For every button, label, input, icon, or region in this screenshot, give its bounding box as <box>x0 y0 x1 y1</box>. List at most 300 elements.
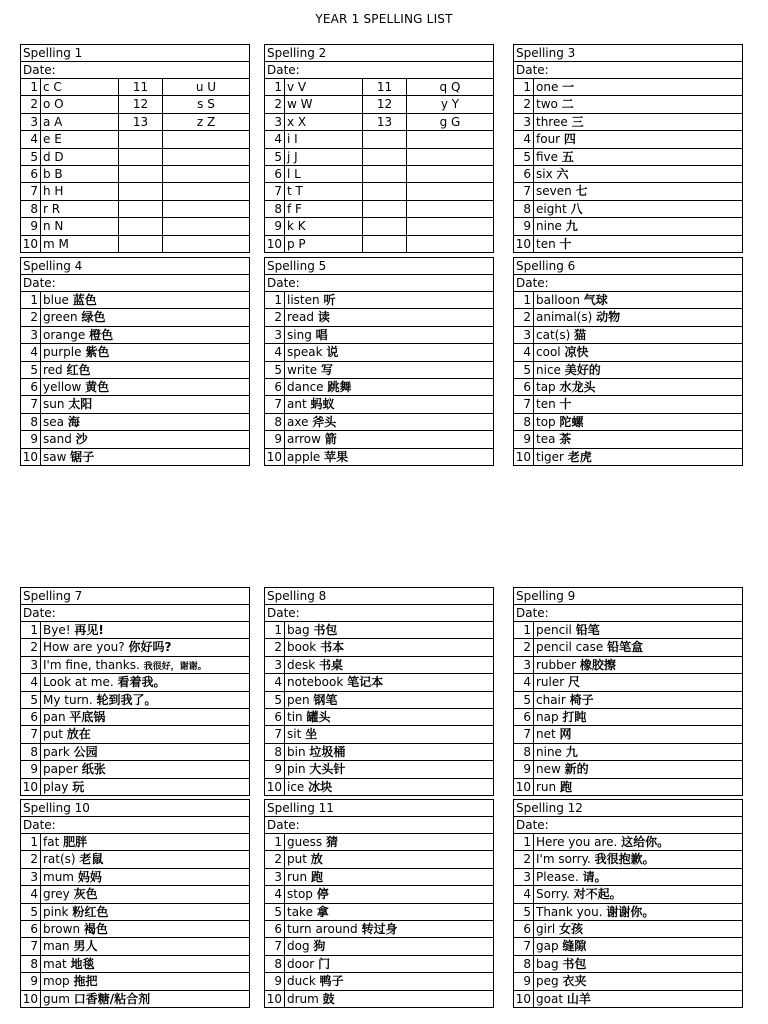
list-item <box>514 921 742 938</box>
list-item <box>265 886 493 903</box>
word-entry <box>285 956 493 972</box>
list-title: Spelling 1 <box>21 45 249 62</box>
word-entry <box>534 327 742 343</box>
item-number: 9 <box>514 761 534 777</box>
letter-cell: w W <box>285 96 363 112</box>
list-item <box>514 309 742 326</box>
list-item <box>21 96 249 113</box>
word-entry <box>285 431 493 447</box>
list-item <box>21 114 249 131</box>
english-word: run <box>287 869 311 884</box>
chinese-word: 轮到我了。 <box>96 692 157 707</box>
list-item <box>265 622 493 639</box>
list-item <box>21 726 249 743</box>
item-number: 5 <box>514 692 534 708</box>
letter-cell <box>407 149 493 165</box>
english-word: play <box>43 779 73 794</box>
english-word: yellow <box>43 379 86 394</box>
word-entry <box>41 657 249 673</box>
list-item <box>21 236 249 252</box>
chinese-word: 我很抱歉。 <box>594 852 655 867</box>
word-entry <box>285 309 493 325</box>
english-word: pen <box>287 692 314 707</box>
item-number: 1 <box>514 834 534 850</box>
letter-cell <box>363 236 407 252</box>
chinese-word: 坐 <box>305 727 318 742</box>
chinese-word: 公园 <box>73 744 98 759</box>
english-word: tea <box>536 432 560 447</box>
item-number: 10 <box>265 779 285 795</box>
item-number: 5 <box>21 149 41 165</box>
english-word: turn around <box>287 921 362 936</box>
letter-cell: m M <box>41 236 119 252</box>
date-label: Date: <box>265 605 493 622</box>
word-entry <box>285 639 493 655</box>
word-entry <box>41 744 249 760</box>
chinese-word: 衣夹 <box>562 974 587 989</box>
english-word: tap <box>536 379 560 394</box>
english-word: chair <box>536 692 570 707</box>
word-entry <box>534 973 742 989</box>
chinese-word: 钢笔 <box>313 692 338 707</box>
chinese-word: 转过身 <box>361 921 398 936</box>
letter-cell <box>363 166 407 182</box>
letter-cell: z Z <box>196 114 216 129</box>
item-number: 9 <box>514 973 534 989</box>
english-word: Look at me. <box>43 675 118 690</box>
word-entry <box>41 938 249 954</box>
word-entry <box>285 692 493 708</box>
list-item <box>514 327 742 344</box>
english-word: put <box>43 727 67 742</box>
item-number: 2 <box>265 851 285 867</box>
letter-cell: k K <box>285 218 363 234</box>
word-entry <box>41 396 249 412</box>
date-label: Date: <box>21 62 249 79</box>
word-entry <box>534 183 742 199</box>
item-number: 5 <box>21 904 41 920</box>
item-number: 2 <box>265 639 285 655</box>
english-word: nine <box>536 219 566 234</box>
letter-cell: j J <box>285 149 363 165</box>
letter-cell: v V <box>285 79 363 95</box>
english-word: Thank you. <box>536 904 607 919</box>
item-number: 1 <box>514 622 534 638</box>
list-item <box>265 201 493 218</box>
chinese-word: 我很好，谢谢。 <box>143 661 207 672</box>
letter-cell: 12 <box>363 96 407 112</box>
english-word: sea <box>43 414 68 429</box>
item-number: 8 <box>21 744 41 760</box>
item-number: 9 <box>21 218 41 234</box>
date-label: Date: <box>265 817 493 834</box>
english-word: Bye! <box>43 623 75 637</box>
english-word: Sorry. <box>536 887 574 902</box>
word-entry <box>41 726 249 742</box>
list-item <box>265 921 493 938</box>
english-word: desk <box>287 657 320 672</box>
item-number: 4 <box>265 674 285 690</box>
date-label: Date: <box>514 62 742 79</box>
item-number: 2 <box>265 96 285 112</box>
item-number: 6 <box>21 166 41 182</box>
english-word: write <box>287 362 321 377</box>
chinese-word: 六 <box>556 166 569 181</box>
list-item <box>265 709 493 726</box>
chinese-word: 粉红色 <box>72 904 109 919</box>
list-item <box>514 431 742 448</box>
letter-cell: f F <box>285 201 363 217</box>
letter-cell <box>119 218 163 234</box>
word-entry <box>285 449 493 465</box>
item-number: 10 <box>21 236 41 252</box>
word-entry <box>534 938 742 954</box>
item-number: 6 <box>514 166 534 182</box>
word-entry <box>534 991 742 1007</box>
letter-cell: i I <box>285 131 363 147</box>
list-item <box>21 344 249 361</box>
word-entry <box>534 431 742 447</box>
list-item <box>265 973 493 990</box>
spelling-list-3 <box>513 44 743 253</box>
english-word: sing <box>287 327 316 342</box>
letter-cell <box>163 183 249 199</box>
item-number: 10 <box>514 991 534 1007</box>
chinese-word: 再见! <box>74 623 104 637</box>
word-entry <box>41 674 249 690</box>
word-entry <box>41 869 249 885</box>
item-number: 10 <box>265 449 285 465</box>
chinese-word: 陀螺 <box>559 414 584 429</box>
item-number: 1 <box>265 834 285 850</box>
english-word: bin <box>287 744 310 759</box>
chinese-word: 放 <box>310 852 323 867</box>
chinese-word: 门 <box>318 956 331 971</box>
item-number: 4 <box>514 131 534 147</box>
chinese-word: 打盹 <box>562 709 587 724</box>
word-entry <box>534 622 742 638</box>
item-number: 1 <box>265 292 285 308</box>
english-word: four <box>536 132 564 147</box>
item-number: 3 <box>514 327 534 343</box>
english-word: new <box>536 762 565 777</box>
word-entry <box>41 362 249 378</box>
word-entry <box>41 327 249 343</box>
item-number: 8 <box>21 201 41 217</box>
letter-cell: p P <box>285 236 363 252</box>
chinese-word: 拖把 <box>73 974 98 989</box>
english-word: drum <box>287 991 323 1006</box>
date-label: Date: <box>21 275 249 292</box>
english-word: axe <box>287 414 313 429</box>
chinese-word: 十 <box>559 236 572 251</box>
item-number: 8 <box>265 201 285 217</box>
word-entry <box>285 869 493 885</box>
english-word: sun <box>43 397 69 412</box>
english-word: paper <box>43 762 82 777</box>
word-entry <box>285 344 493 360</box>
chinese-word: 海 <box>67 414 80 429</box>
english-word: two <box>536 97 562 112</box>
list-title: Spelling 5 <box>265 258 493 275</box>
letter-cell: 11 <box>119 79 163 95</box>
date-label: Date: <box>514 817 742 834</box>
letter-cell <box>363 183 407 199</box>
chinese-word: 缝隙 <box>562 939 587 954</box>
word-entry <box>285 779 493 795</box>
item-number: 3 <box>21 114 41 130</box>
item-number: 3 <box>21 657 41 673</box>
letter-cell <box>163 166 249 182</box>
english-word: ruler <box>536 675 569 690</box>
english-word: one <box>536 80 563 94</box>
chinese-word: 苹果 <box>324 449 349 464</box>
word-entry <box>285 973 493 989</box>
chinese-word: 垃圾桶 <box>309 744 346 759</box>
list-item <box>21 79 249 96</box>
letter-cell <box>119 131 163 147</box>
item-number: 7 <box>514 183 534 199</box>
letter-cell: t T <box>285 183 363 199</box>
list-item <box>514 639 742 656</box>
list-item <box>265 149 493 166</box>
chinese-word: 绿色 <box>81 310 106 325</box>
list-item <box>265 869 493 886</box>
chinese-word: 肥胖 <box>63 835 88 849</box>
item-number: 6 <box>514 709 534 725</box>
word-entry <box>285 327 493 343</box>
word-entry <box>534 396 742 412</box>
item-number: 8 <box>514 744 534 760</box>
chinese-word: 四 <box>563 132 576 147</box>
letter-cell: n N <box>41 218 119 234</box>
letter-cell: 11 <box>363 79 407 95</box>
list-item <box>21 956 249 973</box>
item-number: 5 <box>514 904 534 920</box>
word-entry <box>534 761 742 777</box>
item-number: 10 <box>514 779 534 795</box>
item-number: 10 <box>265 236 285 252</box>
item-number: 8 <box>514 956 534 972</box>
letter-cell: 12 <box>119 96 163 112</box>
list-item <box>265 96 493 113</box>
word-entry <box>285 904 493 920</box>
english-word: rat(s) <box>43 852 80 867</box>
item-number: 1 <box>21 292 41 308</box>
english-word: door <box>287 956 319 971</box>
english-word: nap <box>536 709 563 724</box>
word-entry <box>41 851 249 867</box>
list-item <box>265 327 493 344</box>
word-entry <box>534 309 742 325</box>
english-word: peg <box>536 974 563 989</box>
chinese-word: 唱 <box>315 327 328 342</box>
word-entry <box>41 991 249 1007</box>
list-item <box>265 166 493 183</box>
letter-cell: u U <box>195 80 217 94</box>
list-item <box>514 709 742 726</box>
list-item <box>21 692 249 709</box>
chinese-word: 三 <box>571 114 584 129</box>
english-word: duck <box>287 974 320 989</box>
english-word: mum <box>43 869 78 884</box>
word-entry <box>534 379 742 395</box>
chinese-word: 网 <box>559 727 572 742</box>
item-number: 5 <box>514 362 534 378</box>
list-item <box>21 761 249 778</box>
chinese-word: 纸张 <box>81 762 106 777</box>
item-number: 1 <box>265 622 285 638</box>
chinese-word: 你好吗? <box>128 640 172 655</box>
spelling-list-5 <box>264 257 494 466</box>
list-item <box>265 639 493 656</box>
list-item <box>514 956 742 973</box>
item-number: 5 <box>21 362 41 378</box>
item-number: 10 <box>21 991 41 1007</box>
word-entry <box>285 726 493 742</box>
list-item <box>514 726 742 743</box>
english-word: listen <box>287 293 324 307</box>
chinese-word: 书本 <box>320 640 345 655</box>
letter-cell <box>407 201 493 217</box>
list-item <box>21 904 249 921</box>
list-item <box>265 379 493 396</box>
letter-cell: b B <box>41 166 119 182</box>
item-number: 6 <box>514 921 534 937</box>
item-number: 6 <box>265 921 285 937</box>
english-word: blue <box>43 293 73 307</box>
word-entry <box>534 414 742 430</box>
word-entry <box>534 921 742 937</box>
chinese-word: 放在 <box>66 727 91 742</box>
list-item <box>21 362 249 379</box>
english-word: goat <box>536 991 567 1006</box>
letter-cell <box>163 218 249 234</box>
item-number: 7 <box>514 726 534 742</box>
english-word: pencil case <box>536 640 608 655</box>
chinese-word: 五 <box>561 149 574 164</box>
word-entry <box>41 709 249 725</box>
chinese-word: 红色 <box>66 362 91 377</box>
item-number: 1 <box>514 292 534 308</box>
list-title: Spelling 7 <box>21 588 249 605</box>
list-item <box>514 744 742 761</box>
english-word: pink <box>43 904 73 919</box>
word-entry <box>41 886 249 902</box>
chinese-word: 老鼠 <box>79 852 104 867</box>
item-number: 4 <box>265 344 285 360</box>
chinese-word: 动物 <box>596 310 621 325</box>
list-title: Spelling 8 <box>265 588 493 605</box>
item-number: 4 <box>514 674 534 690</box>
list-item <box>514 396 742 413</box>
list-item <box>265 834 493 851</box>
english-word: fat <box>43 835 64 849</box>
letter-cell <box>407 131 493 147</box>
list-item <box>265 991 493 1007</box>
item-number: 2 <box>21 851 41 867</box>
chinese-word: 写 <box>320 362 333 377</box>
word-entry <box>41 761 249 777</box>
english-word: ant <box>287 397 311 412</box>
letter-cell: e E <box>41 131 119 147</box>
spelling-list-10 <box>20 799 250 1008</box>
english-word: sit <box>287 727 306 742</box>
english-word: top <box>536 414 560 429</box>
chinese-word: 狗 <box>313 939 326 954</box>
letter-cell: a A <box>41 114 119 130</box>
chinese-word: 沙 <box>75 432 88 447</box>
chinese-word: 跑 <box>559 779 572 794</box>
word-entry <box>41 921 249 937</box>
english-word: gum <box>43 991 74 1006</box>
item-number: 6 <box>21 379 41 395</box>
word-entry <box>285 414 493 430</box>
list-title: Spelling 10 <box>21 800 249 817</box>
item-number: 8 <box>265 414 285 430</box>
english-word: My turn. <box>43 692 97 707</box>
item-number: 6 <box>514 379 534 395</box>
chinese-word: 口香糖/粘合剂 <box>73 991 151 1006</box>
letter-cell <box>407 183 493 199</box>
item-number: 2 <box>21 639 41 655</box>
chinese-word: 女孩 <box>559 921 584 936</box>
word-entry <box>285 938 493 954</box>
word-entry <box>534 869 742 885</box>
item-number: 1 <box>265 79 285 95</box>
english-word: orange <box>43 327 90 342</box>
item-number: 6 <box>265 709 285 725</box>
list-item <box>265 431 493 448</box>
list-item <box>514 201 742 218</box>
item-number: 2 <box>21 309 41 325</box>
word-entry <box>41 431 249 447</box>
item-number: 5 <box>265 362 285 378</box>
english-word: speak <box>287 345 327 360</box>
english-word: pan <box>43 709 70 724</box>
english-word: gap <box>536 939 563 954</box>
spelling-list-2 <box>264 44 494 253</box>
list-item <box>265 292 493 309</box>
list-item <box>265 309 493 326</box>
chinese-word: 拿 <box>316 904 329 919</box>
word-entry <box>534 79 742 95</box>
word-entry <box>534 956 742 972</box>
list-item <box>514 851 742 868</box>
word-entry <box>41 973 249 989</box>
chinese-word: 太阳 <box>68 397 93 412</box>
item-number: 7 <box>21 726 41 742</box>
item-number: 1 <box>21 622 41 638</box>
list-item <box>514 344 742 361</box>
chinese-word: 铅笔盒 <box>607 640 644 655</box>
word-entry <box>285 851 493 867</box>
item-number: 4 <box>21 674 41 690</box>
list-item <box>265 183 493 200</box>
item-number: 6 <box>265 166 285 182</box>
list-item <box>21 639 249 656</box>
word-entry <box>285 674 493 690</box>
chinese-word: 玩 <box>72 779 85 794</box>
date-label: Date: <box>21 817 249 834</box>
chinese-word: 茶 <box>559 432 572 447</box>
list-item <box>21 622 249 639</box>
chinese-word: 对不起。 <box>573 887 622 902</box>
english-word: man <box>43 939 74 954</box>
english-word: brown <box>43 921 84 936</box>
list-item <box>21 309 249 326</box>
chinese-word: 书包 <box>562 956 587 971</box>
